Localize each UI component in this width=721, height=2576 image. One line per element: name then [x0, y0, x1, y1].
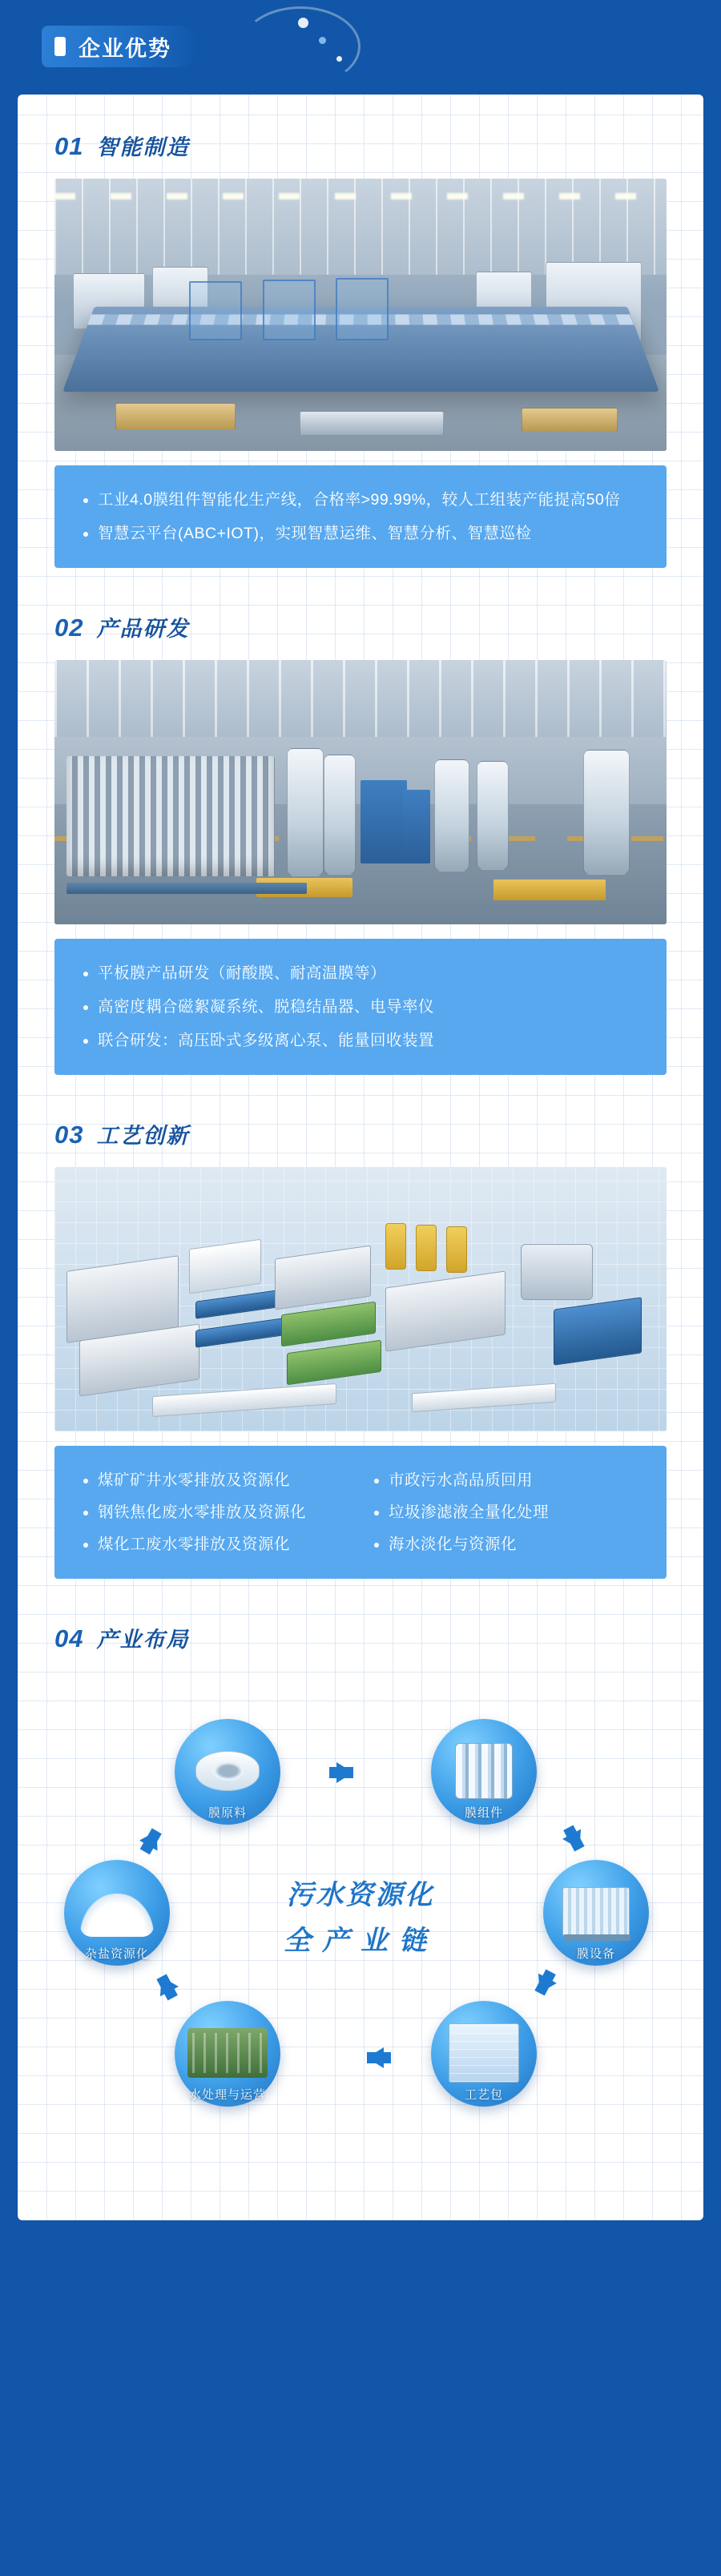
section-title: 智能制造: [96, 135, 190, 159]
bullet-item: 钢铁焦化废水零排放及资源化: [80, 1499, 350, 1526]
center-line-2: 全产业链: [284, 1926, 437, 1956]
section-02-heading: [54, 611, 667, 642]
section-badge: [42, 26, 199, 67]
smart-manufacturing-photo: [54, 179, 667, 451]
section-03-bullets: [54, 1446, 667, 1579]
section-title: 产业布局: [96, 1628, 190, 1652]
center-line-1: 污水资源化: [286, 1880, 435, 1910]
page-header: [0, 0, 721, 95]
flow-arrow-up-right: [139, 1825, 166, 1850]
section-01: [54, 130, 667, 568]
bullet-item: 煤化工废水零排放及资源化: [80, 1531, 350, 1558]
left-rail: [0, 0, 18, 2576]
industry-chain-diagram: [54, 1671, 667, 2176]
diagram-node-water-treatment-operation: [175, 2001, 280, 2103]
footer-bar: [0, 2241, 721, 2270]
flow-arrow-left: [367, 2047, 384, 2068]
section-number: 04: [54, 1624, 84, 1652]
section-title: 工艺创新: [96, 1124, 190, 1148]
diagram-node-salt-resource: [64, 1860, 170, 1962]
node-label: 杂盐资源化: [84, 1947, 149, 1961]
flow-arrow-right: [336, 1762, 353, 1783]
section-02-bullets: [54, 939, 667, 1075]
node-label: 膜原料: [207, 1806, 247, 1820]
node-label: 水处理与运营: [188, 2088, 266, 2102]
section-04-heading: [54, 1622, 667, 1653]
bullet-item: 高密度耦合磁絮凝系统、脱稳结晶器、电导率仪: [80, 993, 641, 1020]
bullet-item: 市政污水高品质回用: [371, 1467, 641, 1494]
section-01-bullets: [54, 465, 667, 568]
section-title: 产品研发: [96, 617, 190, 641]
section-03: [54, 1118, 667, 1579]
right-rail: [703, 0, 721, 2576]
process-innovation-photo: [54, 1167, 667, 1431]
diagram-node-membrane-material: [175, 1719, 280, 1821]
bullet-item: 平板膜产品研发（耐酸膜、耐高温膜等）: [80, 960, 641, 987]
section-number: 02: [54, 614, 84, 642]
diagram-node-process-package: [431, 2001, 537, 2103]
product-rd-photo: [54, 660, 667, 924]
node-label: 膜设备: [576, 1947, 615, 1961]
section-02: [54, 611, 667, 1075]
section-01-heading: [54, 130, 667, 161]
flow-arrow-up-left: [152, 1972, 179, 1997]
section-04: [54, 1622, 667, 2176]
diagram-node-membrane-module: [431, 1719, 537, 1821]
flow-arrow-down-left: [530, 1974, 557, 1998]
section-badge-label: 企业优势: [79, 36, 171, 61]
section-number: 01: [54, 132, 84, 160]
bullet-item: 联合研发：高压卧式多级离心泵、能量回收装置: [80, 1027, 641, 1054]
bullet-item: 垃圾渗滤液全量化处理: [371, 1499, 641, 1526]
decorative-dot: [298, 18, 308, 28]
bullet-item: 海水淡化与资源化: [371, 1531, 641, 1558]
node-label: 工艺包: [464, 2088, 503, 2102]
diagram-center-label: [284, 1873, 437, 1958]
decorative-dot: [319, 37, 326, 44]
flow-arrow-down-right: [562, 1829, 589, 1854]
node-label: 膜组件: [464, 1806, 503, 1820]
bullet-item: 煤矿矿井水零排放及资源化: [80, 1467, 350, 1494]
decorative-dot: [336, 56, 342, 62]
section-03-heading: [54, 1118, 667, 1149]
diagram-node-membrane-equipment: [543, 1860, 649, 1962]
bullet-item: 智慧云平台(ABC+IOT)，实现智慧运维、智慧分析、智慧巡检: [80, 520, 641, 547]
section-number: 03: [54, 1121, 84, 1149]
bullet-item: 工业4.0膜组件智能化生产线，合格率>99.99%，较人工组装产能提高50倍: [80, 486, 641, 513]
content-card: [18, 95, 703, 2220]
